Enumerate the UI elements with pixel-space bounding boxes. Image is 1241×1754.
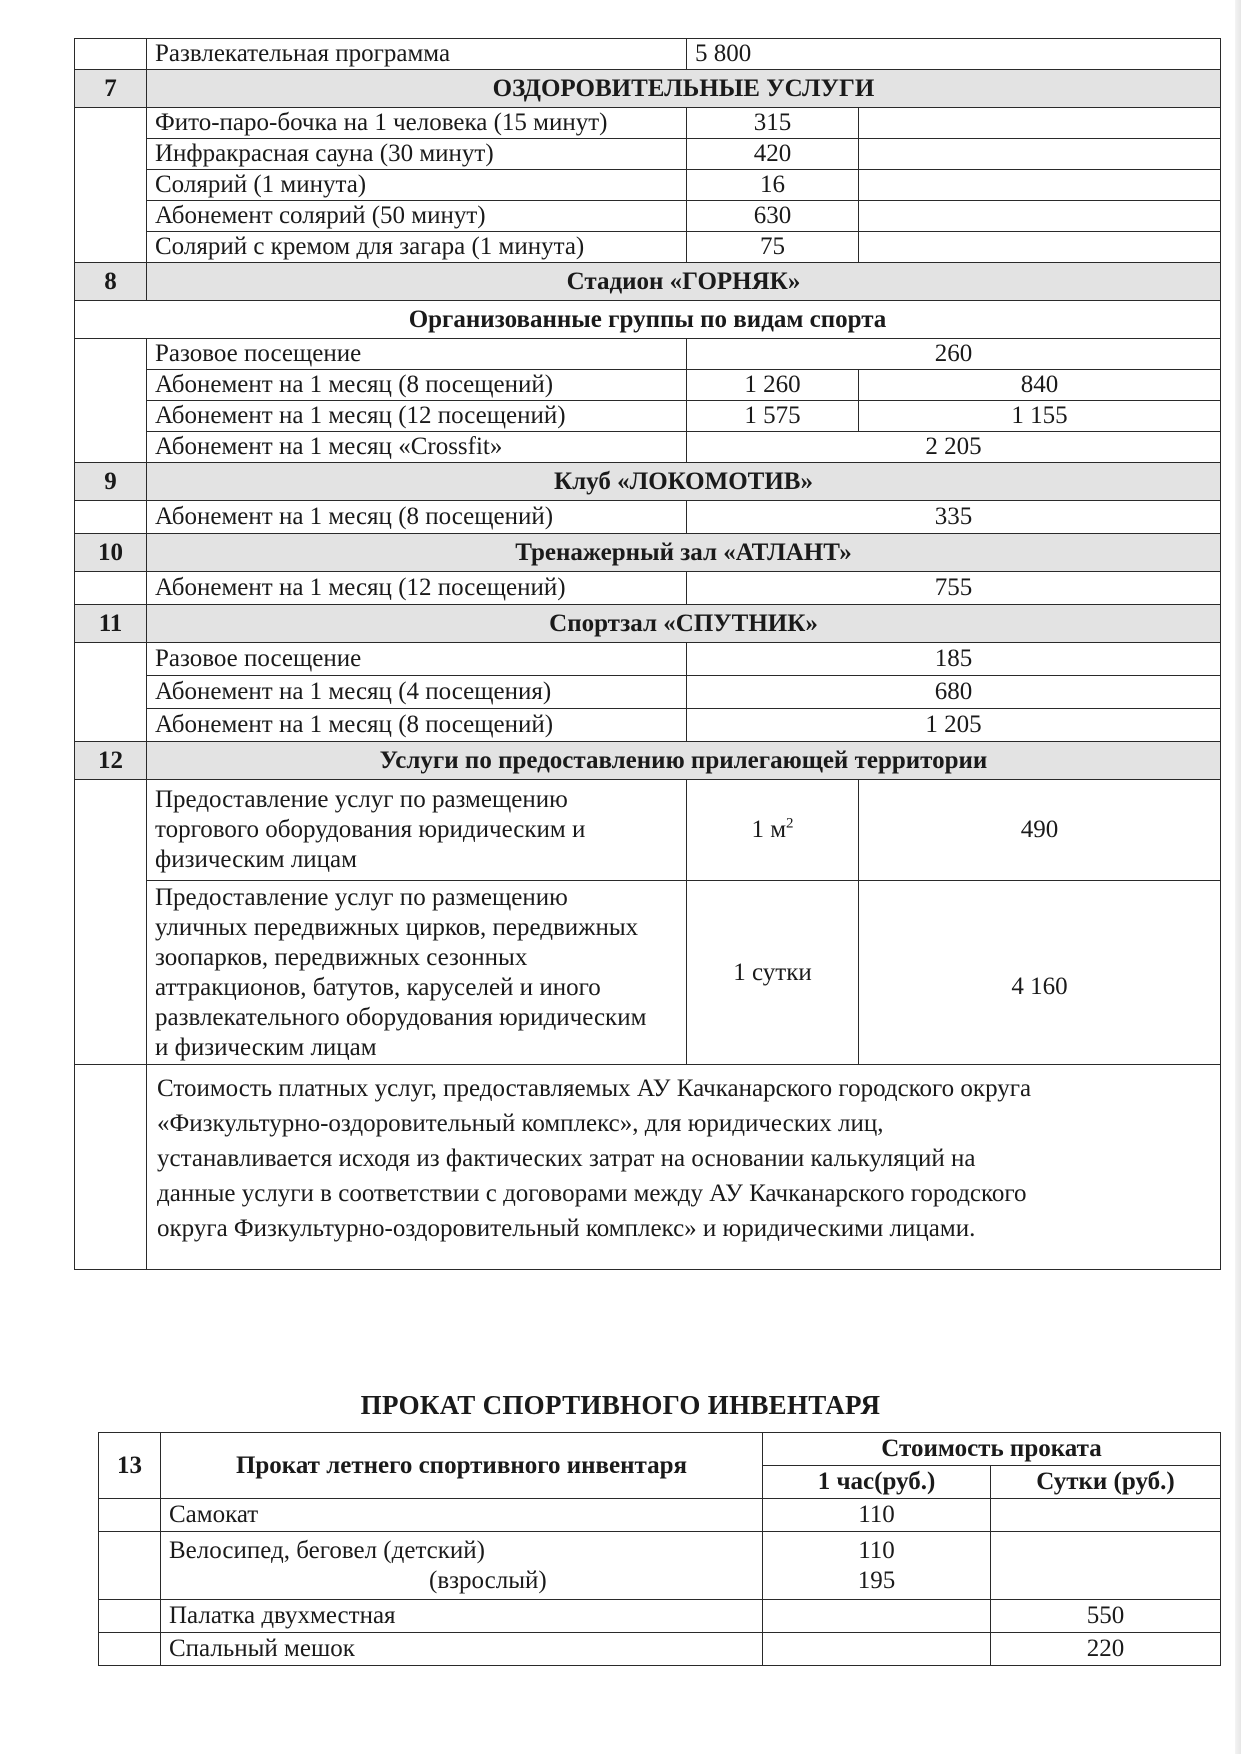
service-line: уличных передвижных цирков, передвижных <box>155 913 639 941</box>
service-line: и физическим лицам <box>155 1033 377 1061</box>
service-name: Абонемент на 1 месяц (12 посещений) <box>147 401 687 432</box>
section-number: 13 <box>99 1433 161 1499</box>
section-title: Клуб «ЛОКОМОТИВ» <box>147 463 1221 501</box>
legal-entities-note <box>147 1065 1221 1270</box>
table-row <box>75 139 1221 170</box>
column-header-cost: Стоимость проката <box>763 1433 1221 1466</box>
service-name: Абонемент на 1 месяц (8 посещений) <box>147 709 687 742</box>
empty-cell <box>859 232 1221 263</box>
row-number-cell <box>75 108 147 263</box>
service-name: Абонемент на 1 месяц (4 посещения) <box>147 676 687 709</box>
service-name: Солярий (1 минута) <box>147 170 687 201</box>
table-row <box>99 1633 1221 1666</box>
section-number: 7 <box>75 70 147 108</box>
item-name: Палатка двухместная <box>161 1600 763 1633</box>
note-line: округа Физкультурно-оздоровительный комплекс» и юридическими лицами. <box>157 1215 976 1242</box>
column-header-item: Прокат летнего спортивного инвентаря <box>161 1433 763 1499</box>
service-name: Абонемент солярий (50 минут) <box>147 201 687 232</box>
service-line: Предоставление услуг по размещению <box>155 786 568 813</box>
service-name: Разовое посещение <box>147 339 687 370</box>
note-line: Стоимость платных услуг, предоставляемых АУ Качканарского городского округа <box>157 1075 1032 1102</box>
column-header-day: Сутки (руб.) <box>991 1466 1221 1499</box>
service-price: 755 <box>687 572 1221 605</box>
subsection-row <box>75 301 1221 339</box>
unit-superscript: 2 <box>786 815 794 832</box>
section-title: Тренажерный зал «АТЛАНТ» <box>147 534 1221 572</box>
table-row <box>75 232 1221 263</box>
item-adult-label: (взрослый) <box>429 1566 547 1594</box>
service-price: 260 <box>687 339 1221 370</box>
section-title: Стадион «ГОРНЯК» <box>147 263 1221 301</box>
header-row <box>99 1433 1221 1466</box>
row-number-cell <box>99 1499 161 1532</box>
row-number-cell <box>99 1633 161 1666</box>
table-row <box>75 780 1221 881</box>
service-price: 315 <box>687 108 859 139</box>
empty-cell <box>859 139 1221 170</box>
row-number-cell <box>75 501 147 534</box>
service-name: Абонемент на 1 месяц (8 посещений) <box>147 501 687 534</box>
section-header-row <box>75 463 1221 501</box>
section-number: 12 <box>75 742 147 780</box>
section-header-row <box>75 605 1221 643</box>
item-name <box>161 1532 763 1600</box>
service-price: 16 <box>687 170 859 201</box>
item-day-price <box>991 1532 1221 1600</box>
service-price: 420 <box>687 139 859 170</box>
section-header-row <box>75 534 1221 572</box>
rental-section-title: ПРОКАТ СПОРТИВНОГО ИНВЕНТАРЯ <box>360 1390 881 1420</box>
note-line: данные услуги в соответствии с договорами между АУ Качканарского городского <box>157 1180 1027 1207</box>
table-row <box>75 676 1221 709</box>
unit-text: 1 м <box>751 816 787 843</box>
section-number: 9 <box>75 463 147 501</box>
service-price: 2 205 <box>687 432 1221 463</box>
table-row <box>75 572 1221 605</box>
table-row <box>75 201 1221 232</box>
section-header-row <box>75 70 1221 108</box>
row-number-cell <box>75 780 147 1065</box>
table-row <box>75 108 1221 139</box>
service-price: 75 <box>687 232 859 263</box>
item-day-price: 220 <box>991 1633 1221 1666</box>
table-row <box>75 432 1221 463</box>
section-header-row <box>75 742 1221 780</box>
item-hour-price <box>763 1633 991 1666</box>
service-name: Фито-паро-бочка на 1 человека (15 минут) <box>147 108 687 139</box>
table-row <box>99 1499 1221 1532</box>
rental-table <box>98 1432 1221 1666</box>
service-name: Абонемент на 1 месяц (8 посещений) <box>147 370 687 401</box>
service-line: аттракционов, батутов, каруселей и иного <box>155 973 601 1001</box>
price-table <box>74 38 1221 1270</box>
table-row <box>75 709 1221 742</box>
subsection-title: Организованные группы по видам спорта <box>75 301 1221 339</box>
service-price-alt: 1 155 <box>859 401 1221 432</box>
service-price: 1 205 <box>687 709 1221 742</box>
scan-edge <box>1235 0 1241 1754</box>
service-name: Развлекательная программа <box>147 39 687 70</box>
service-price: 1 260 <box>687 370 859 401</box>
row-number-cell <box>99 1600 161 1633</box>
service-price: 5 800 <box>687 39 1221 70</box>
item-line: Велосипед, беговел (детский) <box>169 1536 486 1564</box>
column-header-hour: 1 час(руб.) <box>763 1466 991 1499</box>
service-description <box>147 780 687 881</box>
section-title: Спортзал «СПУТНИК» <box>147 605 1221 643</box>
service-price: 680 <box>687 676 1221 709</box>
service-name: Солярий с кремом для загара (1 минута) <box>147 232 687 263</box>
note-line: устанавливается исходя из фактических затрат на основании калькуляций на <box>157 1145 976 1172</box>
service-price: 335 <box>687 501 1221 534</box>
section-number: 8 <box>75 263 147 301</box>
item-price-line: 110 <box>858 1536 895 1564</box>
service-unit <box>687 780 859 881</box>
item-name: Самокат <box>161 1499 763 1532</box>
empty-cell <box>859 201 1221 232</box>
service-name: Разовое посещение <box>147 643 687 676</box>
service-price-alt: 840 <box>859 370 1221 401</box>
table-row <box>99 1532 1221 1600</box>
row-number-cell <box>75 643 147 742</box>
table-row <box>99 1600 1221 1633</box>
item-day-price: 550 <box>991 1600 1221 1633</box>
item-hour-price <box>763 1600 991 1633</box>
row-number-cell <box>75 1065 147 1270</box>
service-line: физическим лицам <box>155 846 357 873</box>
service-price: 185 <box>687 643 1221 676</box>
service-price: 1 575 <box>687 401 859 432</box>
service-name: Абонемент на 1 месяц «Crossfit» <box>147 432 687 463</box>
service-price: 630 <box>687 201 859 232</box>
item-price-line: 195 <box>857 1566 896 1594</box>
section-number: 11 <box>75 605 147 643</box>
section-title: Услуги по предоставлению прилегающей территории <box>147 742 1221 780</box>
service-line: зоопарков, передвижных сезонных <box>155 943 528 971</box>
item-hour-price: 110 <box>763 1499 991 1532</box>
table-row <box>75 643 1221 676</box>
service-line: развлекательного оборудования юридическим <box>155 1003 647 1031</box>
section-title: ОЗДОРОВИТЕЛЬНЫЕ УСЛУГИ <box>147 70 1221 108</box>
item-day-price <box>991 1499 1221 1532</box>
section-number: 10 <box>75 534 147 572</box>
table-row <box>75 370 1221 401</box>
item-hour-price <box>763 1532 991 1600</box>
table-row <box>75 170 1221 201</box>
service-name: Абонемент на 1 месяц (12 посещений) <box>147 572 687 605</box>
service-line: торгового оборудования юридическим и <box>155 816 586 843</box>
row-number-cell <box>99 1532 161 1600</box>
row-number-cell <box>75 339 147 463</box>
service-price: 4 160 <box>859 881 1221 1065</box>
item-name: Спальный мешок <box>161 1633 763 1666</box>
note-line: «Физкультурно-оздоровительный комплекс», для юридических лиц, <box>157 1110 884 1137</box>
table-row <box>75 881 1221 1065</box>
row-number-cell <box>75 572 147 605</box>
empty-cell <box>859 108 1221 139</box>
empty-cell <box>859 170 1221 201</box>
item-line <box>169 1566 754 1596</box>
table-row <box>75 401 1221 432</box>
row-number-cell <box>75 39 147 70</box>
table-row <box>75 39 1221 70</box>
service-unit: 1 сутки <box>687 881 859 1065</box>
section-header-row <box>75 263 1221 301</box>
table-row <box>75 339 1221 370</box>
service-line: Предоставление услуг по размещению <box>155 883 568 911</box>
service-description <box>147 881 687 1065</box>
table-row <box>75 501 1221 534</box>
service-price: 490 <box>859 780 1221 881</box>
note-row <box>75 1065 1221 1270</box>
service-name: Инфракрасная сауна (30 минут) <box>147 139 687 170</box>
